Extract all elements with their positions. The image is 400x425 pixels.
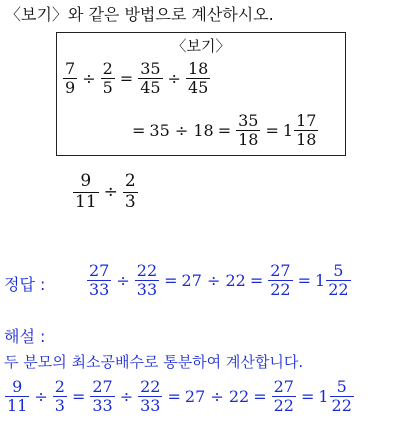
fraction (272, 378, 296, 416)
denominator: 33 (136, 280, 158, 300)
answer-expression (86, 262, 352, 300)
mixed-number (315, 262, 352, 300)
equals-sign: = (132, 121, 146, 141)
operator: ÷ (167, 69, 181, 89)
whole-part: 1 (318, 387, 329, 407)
numerator: 18 (187, 59, 209, 78)
numerator: 22 (136, 261, 158, 280)
operator: ÷ (82, 69, 96, 89)
fraction (73, 172, 99, 212)
denominator: 18 (238, 130, 259, 150)
denominator: 22 (331, 396, 352, 416)
denominator: 45 (187, 78, 209, 98)
equals-sign: = (71, 387, 86, 407)
denominator: 18 (296, 130, 317, 150)
equals-sign: = (119, 69, 134, 89)
whole-part: 1 (282, 121, 294, 141)
denominator: 3 (124, 191, 136, 212)
numerator: 7 (65, 59, 76, 78)
fraction (236, 112, 260, 150)
fraction (186, 60, 210, 98)
denominator: 11 (7, 396, 28, 416)
question-text: 〈보기〉와 같은 방법으로 계산하시오. (5, 5, 274, 24)
fraction (326, 262, 350, 300)
denominator: 5 (102, 78, 113, 98)
equals-sign: = (300, 387, 315, 407)
expression: 27 ÷ 22 (181, 271, 246, 291)
numerator: 5 (333, 261, 344, 280)
denominator: 33 (92, 396, 113, 416)
numerator: 17 (296, 111, 317, 130)
numerator: 5 (336, 377, 347, 396)
whole-part: 1 (315, 271, 326, 291)
fraction (101, 60, 115, 98)
fraction (87, 262, 111, 300)
example-title: 〈보기〉 (171, 37, 231, 55)
fraction (90, 378, 114, 416)
explanation-text: 두 분모의 최소공배수로 통분하여 계산합니다. (4, 353, 304, 371)
numerator: 9 (80, 171, 92, 191)
equals-sign: = (249, 271, 264, 291)
numerator: 2 (124, 171, 136, 191)
problem-expression (72, 172, 139, 212)
mixed-number (318, 378, 355, 416)
numerator: 9 (12, 377, 23, 396)
example-line-2 (128, 112, 319, 150)
fraction (138, 60, 162, 98)
denominator: 9 (65, 78, 76, 98)
expression: 35 ÷ 18 (149, 121, 214, 141)
equals-sign: = (297, 271, 311, 291)
fraction (53, 378, 67, 416)
fraction (5, 378, 29, 416)
expression: 27 ÷ 22 (184, 387, 250, 407)
fraction (123, 172, 138, 212)
fraction (268, 262, 292, 300)
denominator: 11 (75, 191, 97, 212)
numerator: 27 (273, 377, 294, 396)
fraction (294, 112, 318, 150)
operator: ÷ (116, 271, 130, 291)
numerator: 2 (102, 59, 113, 78)
equals-sign: = (265, 121, 279, 141)
denominator: 22 (328, 280, 349, 300)
explanation-expression (4, 378, 355, 416)
mixed-number (283, 112, 320, 150)
explanation-label: 해설 : (4, 327, 46, 346)
denominator: 22 (273, 396, 294, 416)
numerator: 27 (270, 261, 291, 280)
numerator: 2 (54, 377, 65, 396)
operator: ÷ (34, 387, 48, 407)
operator: ÷ (103, 182, 118, 203)
example-line-1 (62, 60, 211, 98)
fraction (63, 60, 77, 98)
denominator: 33 (89, 280, 110, 300)
numerator: 22 (140, 377, 161, 396)
denominator: 45 (140, 78, 161, 98)
equals-sign: = (167, 387, 181, 407)
denominator: 33 (140, 396, 161, 416)
numerator: 27 (89, 261, 110, 280)
operator: ÷ (119, 387, 134, 407)
equals-sign: = (253, 387, 267, 407)
fraction (135, 262, 159, 300)
numerator: 35 (140, 59, 161, 78)
answer-label: 정답 : (4, 275, 46, 294)
numerator: 27 (92, 377, 113, 396)
equals-sign: = (217, 121, 232, 141)
denominator: 22 (270, 280, 291, 300)
denominator: 3 (54, 396, 65, 416)
fraction (138, 378, 162, 416)
numerator: 35 (238, 111, 259, 130)
fraction (330, 378, 354, 416)
equals-sign: = (164, 271, 178, 291)
